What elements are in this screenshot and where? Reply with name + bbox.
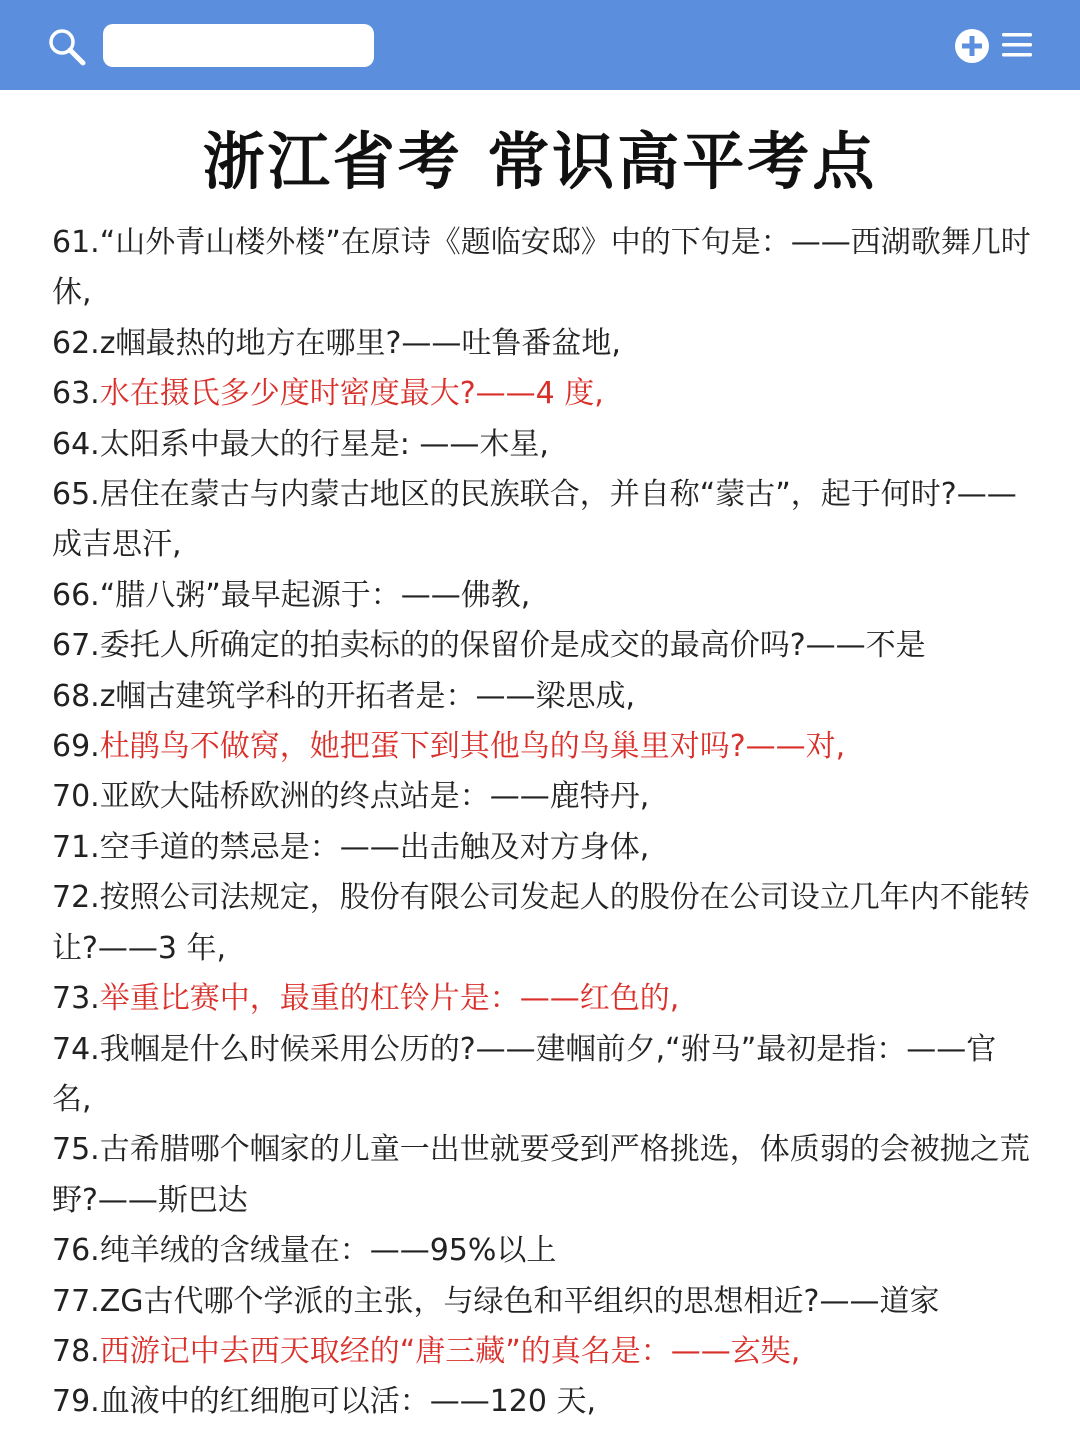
list-item [52,1025,1032,1126]
item-text: 我帼是什么时候采用公历的?——建帼前夕,“驸马”最初是指：——官名, [52,1031,997,1117]
list-item [52,1327,1032,1377]
item-text: 空手道的禁忌是：——出击触及对方身体, [99,829,650,865]
item-number: 65. [52,477,100,513]
top-bar [0,0,1080,90]
list-item [52,1125,1032,1226]
list-item [52,218,1032,319]
item-text: z帼最热的地方在哪里?——吐鲁番盆地, [99,325,621,361]
item-number: 71. [52,829,100,865]
list-item [52,571,1032,621]
item-number: 78. [52,1333,100,1369]
item-number: 61. [52,225,100,260]
list-item [52,1277,1032,1327]
list-item [52,420,1032,470]
item-text: “山外青山楼外楼”在原诗《题临安邸》中的下句是：——西湖歌舞几时休, [52,225,1031,311]
item-number: 73. [52,981,100,1017]
item-number: 62. [52,325,100,361]
list-item [52,823,1032,873]
list-item [52,974,1032,1024]
list-item [52,369,1032,419]
item-number: 74. [52,1031,100,1067]
list-item [52,873,1032,974]
item-number: 66. [52,577,100,613]
page-title: 浙江省考 常识高平考点 [202,125,878,198]
item-number: 75. [52,1132,100,1168]
item-number: 63. [52,376,100,412]
item-text: z帼古建筑学科的开拓者是：——梁思成, [99,678,636,714]
quiz-list [52,218,1032,1428]
item-number: 77. [52,1283,100,1319]
list-item [52,621,1032,671]
item-text: 亚欧大陆桥欧洲的终点站是：——鹿特丹, [99,779,650,815]
item-text: 太阳系中最大的行星是: ——木星, [99,426,549,462]
highlighted-item-text: 举重比赛中，最重的杠铃片是：——红色的, [99,981,680,1017]
item-number: 64. [52,426,100,462]
menu-icon[interactable] [1002,30,1032,60]
item-number: 72. [52,880,100,916]
item-number: 67. [52,628,100,664]
highlighted-item-text: 杜鹃鸟不做窝，她把蛋下到其他鸟的鸟巢里对吗?——对, [99,729,846,765]
list-item [52,1377,1032,1427]
item-text: 委托人所确定的拍卖标的的保留价是成交的最高价吗?——不是 [99,628,926,664]
item-text: 居住在蒙古与内蒙古地区的民族联合，并自称“蒙古”，起于何时?——成吉思汗, [52,477,1017,563]
list-item [52,470,1032,571]
item-text: 血液中的红细胞可以活：——120 天, [99,1384,597,1420]
item-text: 按照公司法规定，股份有限公司发起人的股份在公司设立几年内不能转让?——3 年, [52,880,1030,966]
add-circle-icon[interactable] [954,28,990,64]
search-icon[interactable] [46,26,88,68]
item-number: 69. [52,729,100,765]
list-item [52,319,1032,369]
item-number: 70. [52,779,100,815]
item-text: 纯羊绒的含绒量在：——95%以上 [99,1233,557,1269]
list-item [52,672,1032,722]
list-item [52,772,1032,822]
highlighted-item-text: 西游记中去西天取经的“唐三藏”的真名是：——玄奘, [99,1333,801,1369]
list-item [52,1226,1032,1276]
item-text: 古希腊哪个帼家的儿童一出世就要受到严格挑选，体质弱的会被抛之荒野?——斯巴达 [52,1132,1030,1218]
search-input[interactable] [103,24,374,67]
list-item [52,722,1032,772]
item-number: 68. [52,678,100,714]
item-number: 79. [52,1384,100,1420]
highlighted-item-text: 水在摄氏多少度时密度最大?——4 度, [99,376,604,412]
item-text: “腊八粥”最早起源于：——佛教, [99,577,531,613]
item-text: ZG古代哪个学派的主张，与绿色和平组织的思想相近?——道家 [99,1283,940,1319]
item-number: 76. [52,1233,100,1269]
